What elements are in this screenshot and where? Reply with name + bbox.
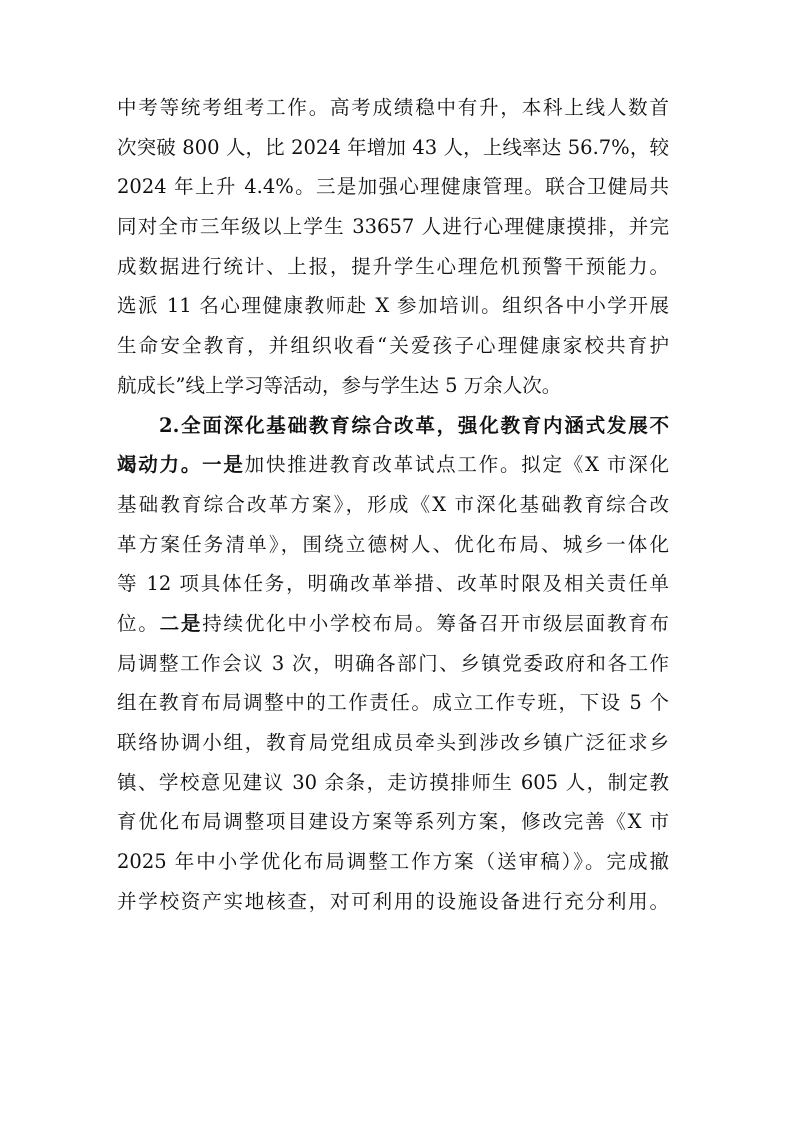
text-line: 革方案任务清单》，围绕立德树人、优化布局、城乡一体化 <box>117 532 669 556</box>
text-line: 育优化布局调整项目建设方案等系列方案，修改完善《X 市 <box>117 810 669 834</box>
text-run: 2024 年上升 4.4%。 <box>117 175 316 199</box>
text-line: 基础教育综合改革方案》，形成《X 市深化基础教育综合改 <box>117 492 669 516</box>
text-run: 位。 <box>117 611 160 635</box>
section-heading-line: 2.全面深化基础教育综合改革，强化教育内涵式发展不 <box>159 413 669 437</box>
text-line: 等 12 项具体任务，明确改革举措、改革时限及相关责任单 <box>117 572 669 596</box>
text-line: 镇、学校意见建议 30 余条，走访摸排师生 605 人，制定教 <box>117 770 669 794</box>
text-run: 加快推进教育改革试点工作。拟定《X 市深化 <box>244 453 669 477</box>
text-line: 次突破 800 人，比 2024 年增加 43 人，上线率达 56.7%，较 <box>117 135 669 159</box>
text-run: 持续优化中小学校布局。筹备召开市级层面教育布 <box>202 611 669 635</box>
heading-run: 三是加强心理健康管理。 <box>315 175 546 199</box>
text-line: 生命安全教育，并组织收看“关爱孩子心理健康家校共育护 <box>117 334 669 358</box>
text-line: 选派 11 名心理健康教师赴 X 参加培训。组织各中小学开展 <box>117 294 669 318</box>
item-marker: 二是 <box>159 611 203 635</box>
text-line <box>117 604 669 644</box>
text-run: 联合卫健局共 <box>545 175 669 199</box>
text-line: 2025 年中小学优化布局调整工作方案（送审稿）》。完成撤 <box>117 850 669 874</box>
text-line: 中考等统考组考工作。高考成绩稳中有升，本科上线人数首 <box>117 96 669 119</box>
text-line: 同对全市三年级以上学生 33657 人进行心理健康摸排，并完 <box>117 215 669 239</box>
text-line: 航成长”线上学习等活动，参与学生达 5 万余人次。 <box>117 373 562 397</box>
text-line: 联络协调小组，教育局党组成员牵头到涉改乡镇广泛征求乡 <box>117 731 669 754</box>
text-line: 成数据进行统计、上报，提升学生心理危机预警干预能力。 <box>117 254 669 278</box>
text-line: 局调整工作会议 3 次，明确各部门、乡镇党委政府和各工作 <box>117 651 669 675</box>
text-line: 并学校资产实地核查，对可利用的设施设备进行充分利用。 <box>117 889 669 913</box>
text-line <box>117 445 669 485</box>
item-marker: 一是 <box>202 453 245 477</box>
text-line: 组在教育布局调整中的工作责任。成立工作专班，下设 5 个 <box>117 691 669 715</box>
section-heading-run: 竭动力。 <box>117 453 203 477</box>
text-line <box>117 167 669 207</box>
